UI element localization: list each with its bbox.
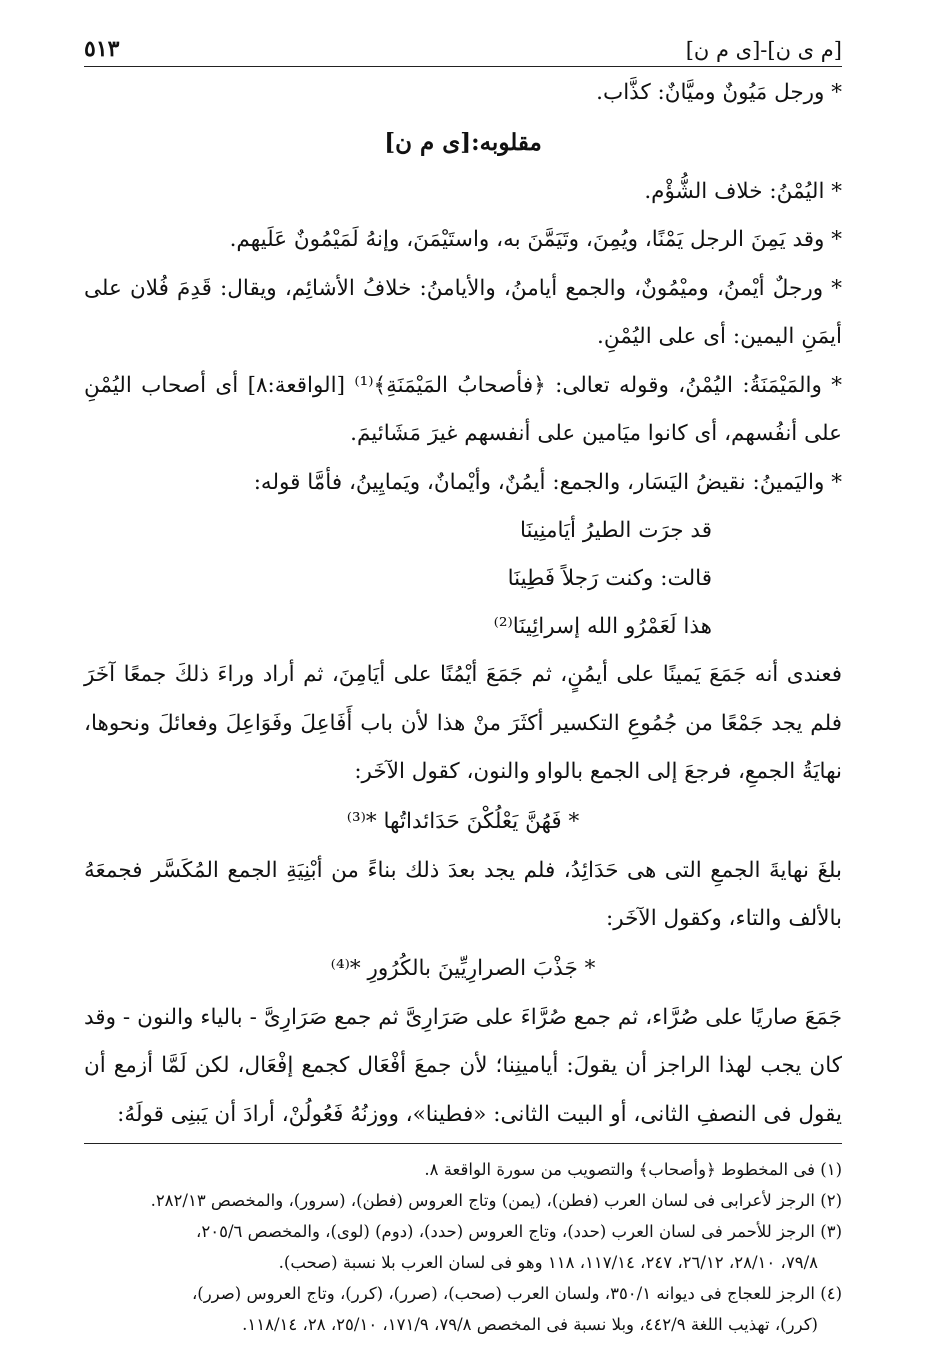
section-heading: مقلوبه:[ى م ن] xyxy=(384,128,542,156)
paragraph: بلغَ نهايةَ الجمعِ التى هى حَدَائِدُ، فلم يجد بعدَ ذلك بناءً من أبْنِيَةِ الجمع المُكَسَّر فجمعَهُ بالألف والتاء، وكقول الآخَر: xyxy=(84,857,842,931)
verse-line: * فَهُنَّ يَعْلُكْنَ حَدَائداتُها *⁽³⁾ xyxy=(346,808,580,834)
footnote-text: الرجز لأعرابى فى لسان العرب (فطن)، (يمن) وتاج العروس (فطن)، (سرور)، والمخصص ٢٨٢/١٣. xyxy=(150,1191,815,1210)
paragraph: * اليُمْنُ: خلاف الشُّؤْم. xyxy=(644,178,842,204)
verse-line: هذا لَعَمْرُو الله إسرائِينَا⁽²⁾ xyxy=(493,614,712,639)
page-number: ٥١٣ xyxy=(84,36,120,62)
footnote-number: (١) xyxy=(820,1160,842,1179)
footnote xyxy=(84,1278,842,1309)
running-header xyxy=(84,30,842,67)
verse-line: * جَذْبَ الصرارِيِّينَ بالكُرُورِ *⁽⁴⁾ xyxy=(330,955,596,981)
footnote-number: (٤) xyxy=(820,1284,842,1303)
footnote-continuation: (كرر)، تهذيب اللغة ٤٤٢/٩، وبلا نسبة فى المخصص ٧٩/٨، ١٧١/٩، ٢٥/١٠، ٢٨، ١١٨/١٤. xyxy=(242,1315,818,1334)
paragraph: جَمَعَ صاريًا على صُرَّاء، ثم جمع صُرَّاءَ على صَرَارِىَّ ثم جمع صَرَارِىَّ - بالياء والنون - وقد كان يجب لهذا الراجز أن يقولَ: أيامينِنا؛ لأن جمعَ أفْعَال كجمع إفْعَال، لكن لَمَّا أزمع أن يقول فى النصفِ الثانى، أو البيت الثانى: «فطينا»، ووزنُهُ فَعُولُنْ، أرادَ أن يَبنِى قولَهُ: xyxy=(84,1004,842,1127)
paragraph: * ورجل مَيُونٌ وميَّانٌ: كذَّاب. xyxy=(596,80,842,105)
footnote-number: (٣) xyxy=(820,1222,842,1241)
footnote-text: الرجز للعجاج فى ديوانه ٣٥٠/١، ولسان العرب (صحب)، (صرر)، (كرر)، وتاج العروس (صرر)، xyxy=(191,1284,815,1303)
paragraph: * وقد يَمِنَ الرجل يَمْنًا، ويُمِنَ، وتَيَمَّنَ به، واستَيْمَنَ، وإنهُ لَمَيْمُونٌ عَلَيهم. xyxy=(229,227,842,252)
footnote xyxy=(84,1154,842,1185)
verse-line: قالت: وكنت رَجلاً فَطِينَا xyxy=(507,566,712,591)
footnote xyxy=(84,1185,842,1216)
footnotes xyxy=(84,1143,842,1340)
footnote-text: فى المخطوط ﴿وأصحاب﴾ والتصويب من سورة الواقعة ٨. xyxy=(424,1160,815,1179)
verse-line: قد جرَت الطيرُ أيَامنِينَا xyxy=(519,518,712,543)
main-text xyxy=(84,69,842,1139)
footnote xyxy=(84,1216,842,1247)
paragraph: * ورجلٌ أيْمنُ، وميْمُونٌ، والجمع أيامنُ، والأيامنُ: خلافُ الأشائِم، ويقال: قَدِمَ فُلان على أيمَنِ اليمين: أى على اليُمْنِ. xyxy=(84,275,842,349)
paragraph: فعندى أنه جَمَعَ يَمينًا على أيمُنٍ، ثم جَمَعَ أيْمُنًا على أيَامِنَ، ثم أراد وراءَ ذلكَ جمعًا آخَرَ فلم يجد جَمْعًا من جُمُوعِ التكسير أكثَرَ منْ هذا لأن باب أَفَاعِلَ وفَوَاعِلَ وفعائلَ ونحوها، نهايَةُ الجمعِ، فرجعَ إلى الجمع بالواو والنون، كقول الآخَر: xyxy=(84,662,842,784)
footnote-text: الرجز للأحمر فى لسان العرب (حدد)، وتاج العروس (حدد)، (دوم) (لوى)، والمخصص ٢٠٥/٦، xyxy=(196,1222,815,1241)
paragraph: * والمَيْمَنَةُ: اليُمْنُ، وقوله تعالى: ﴿فأصحابُ المَيْمَنَةِ﴾⁽¹⁾ [الواقعة:٨] أى أصحاب اليُمْنِ على أنفُسهم، أى كانوا ميَامين على أنفسهم غيرَ مَشَائيمَ. xyxy=(84,372,842,446)
root-title: [م ى ن]-[ى م ن] xyxy=(685,38,842,62)
paragraph: * واليَمينُ: نقيضُ اليَسَار، والجمع: أيمُنٌ، وأيْمانٌ، ويَمايِينُ، فأمَّا قوله: xyxy=(253,469,842,495)
footnote-continuation: ٧٩/٨، ٢٨/١٠، ٢٦/١٢، ٢٤٧، ١١٧/١٤، ١١٨ وهو فى لسان العرب بلا نسبة (صحب). xyxy=(278,1253,818,1272)
footnote-number: (٢) xyxy=(820,1191,842,1210)
